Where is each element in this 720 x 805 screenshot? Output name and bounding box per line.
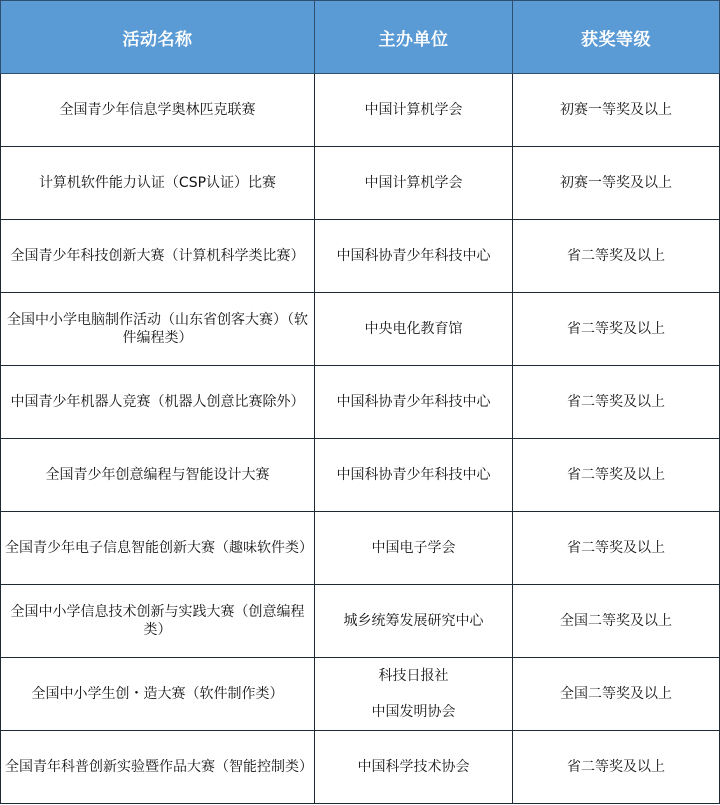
table-row	[1, 293, 720, 366]
cell-organizer	[315, 147, 513, 220]
cell-organizer	[315, 585, 513, 658]
organizer-name: 中国科协青少年科技中心	[336, 248, 491, 264]
table-row	[1, 366, 720, 439]
cell-award-level: 全国二等奖及以上	[513, 658, 720, 731]
organizer-name: 中央电化教育馆	[364, 321, 463, 337]
header-activity-name: 活动名称	[1, 1, 315, 74]
table-body	[1, 74, 720, 804]
cell-award-level: 省二等奖及以上	[513, 220, 720, 293]
table-row	[1, 731, 720, 804]
header-award-level: 获奖等级	[513, 1, 720, 74]
cell-organizer	[315, 74, 513, 147]
organizer-name: 中国科协青少年科技中心	[336, 394, 491, 410]
organizer-name: 中国科学技术协会	[357, 759, 470, 775]
header-row	[1, 1, 720, 74]
cell-activity-name: 全国青年科普创新实验暨作品大赛（智能控制类）	[1, 731, 315, 804]
cell-award-level: 省二等奖及以上	[513, 731, 720, 804]
cell-award-level: 初赛一等奖及以上	[513, 74, 720, 147]
organizer-name: 中国计算机学会	[364, 175, 463, 191]
cell-organizer	[315, 731, 513, 804]
cell-organizer	[315, 439, 513, 512]
cell-activity-name: 中国青少年机器人竞赛（机器人创意比赛除外）	[1, 366, 315, 439]
table-row	[1, 585, 720, 658]
cell-organizer	[315, 658, 513, 731]
cell-activity-name: 全国青少年创意编程与智能设计大赛	[1, 439, 315, 512]
cell-activity-name: 计算机软件能力认证（CSP认证）比赛	[1, 147, 315, 220]
cell-activity-name: 全国青少年信息学奥林匹克联赛	[1, 74, 315, 147]
cell-activity-name: 全国青少年科技创新大赛（计算机科学类比赛）	[1, 220, 315, 293]
table-row	[1, 658, 720, 731]
organizer-name: 中国科协青少年科技中心	[336, 467, 491, 483]
table-row	[1, 220, 720, 293]
cell-award-level: 全国二等奖及以上	[513, 585, 720, 658]
cell-activity-name: 全国中小学电脑制作活动（山东省创客大赛）（软件编程类）	[1, 293, 315, 366]
organizer-name: 中国电子学会	[371, 540, 456, 556]
cell-organizer	[315, 220, 513, 293]
cell-organizer	[315, 293, 513, 366]
organizer-name: 科技日报社	[378, 668, 449, 684]
cell-award-level: 省二等奖及以上	[513, 293, 720, 366]
header-organizer: 主办单位	[315, 1, 513, 74]
organizer-name: 中国计算机学会	[364, 102, 463, 118]
cell-activity-name: 全国中小学生创・造大赛（软件制作类）	[1, 658, 315, 731]
cell-activity-name: 全国中小学信息技术创新与实践大赛（创意编程类）	[1, 585, 315, 658]
cell-award-level: 省二等奖及以上	[513, 512, 720, 585]
cell-award-level: 初赛一等奖及以上	[513, 147, 720, 220]
table-row	[1, 147, 720, 220]
organizer-name: 城乡统筹发展研究中心	[343, 613, 484, 629]
cell-organizer	[315, 512, 513, 585]
cell-award-level: 省二等奖及以上	[513, 366, 720, 439]
cell-award-level: 省二等奖及以上	[513, 439, 720, 512]
table-row	[1, 512, 720, 585]
table-row	[1, 439, 720, 512]
cell-activity-name: 全国青少年电子信息智能创新大赛（趣味软件类）	[1, 512, 315, 585]
cell-organizer	[315, 366, 513, 439]
organizer-name: 中国发明协会	[371, 704, 456, 720]
table-row	[1, 74, 720, 147]
table-header	[1, 1, 720, 74]
